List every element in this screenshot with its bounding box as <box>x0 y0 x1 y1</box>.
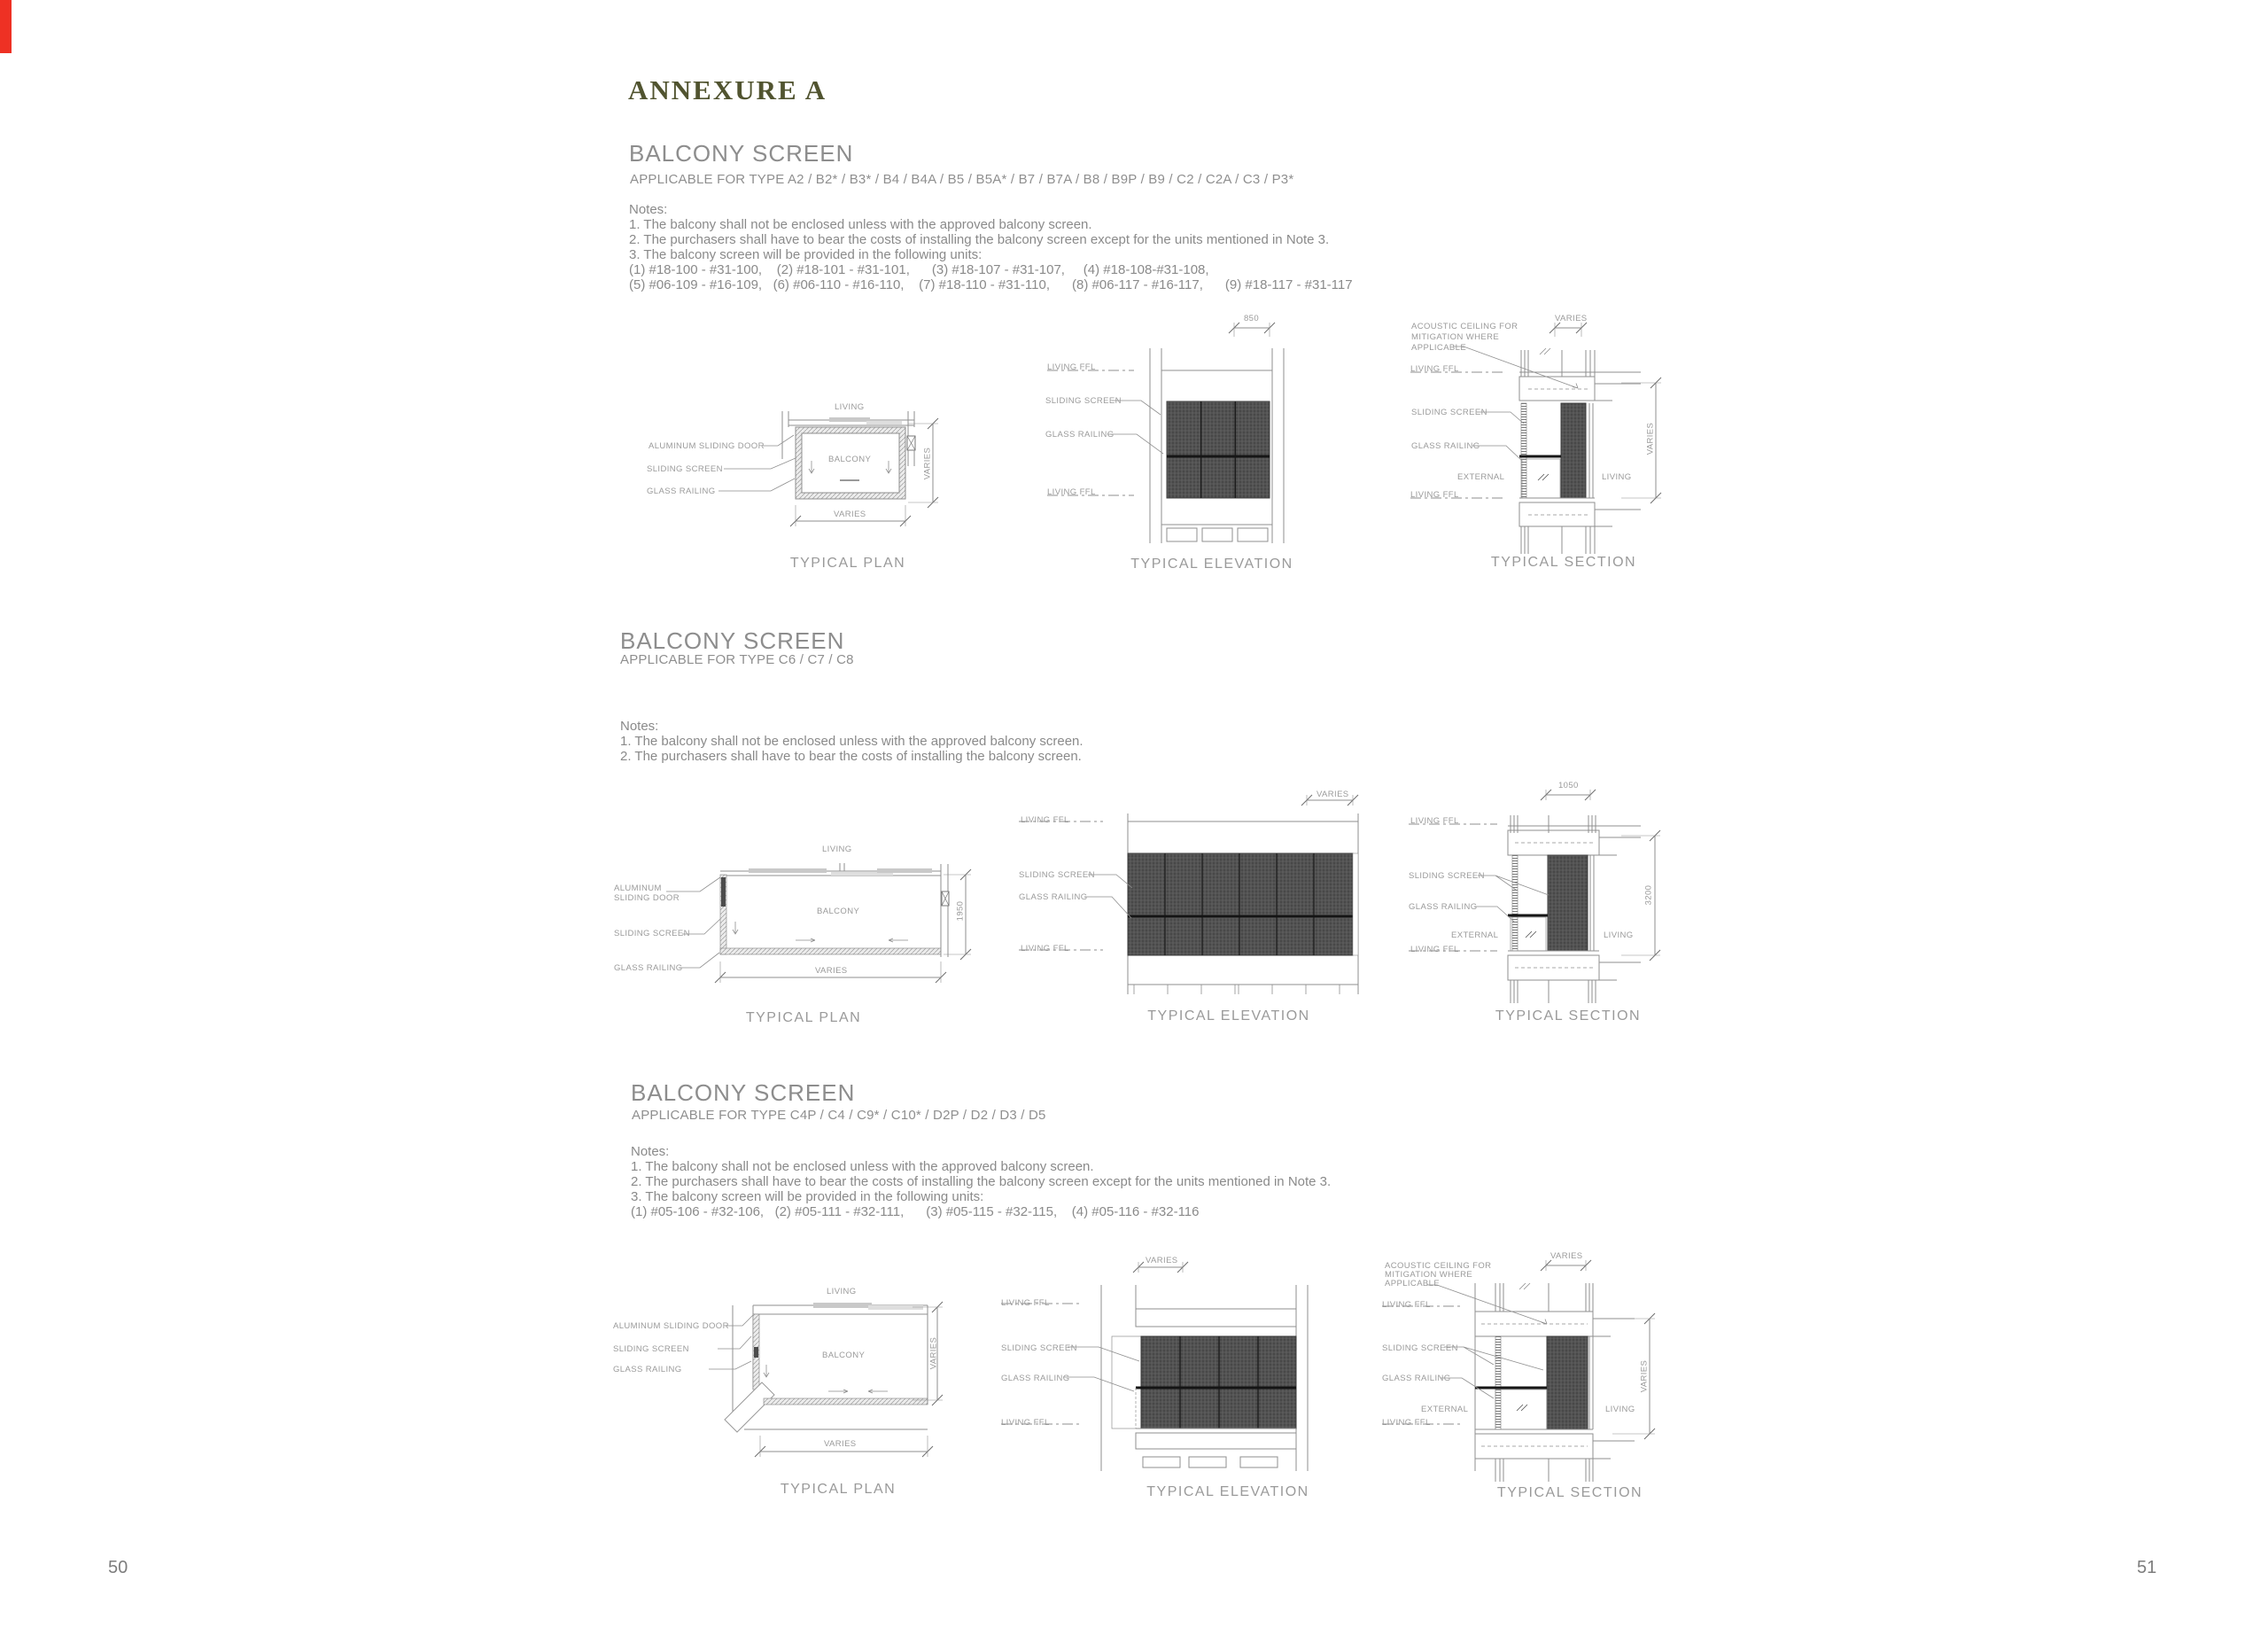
sliding-screen-label: SLIDING SCREEN <box>1019 870 1095 880</box>
varies-dim: VARIES <box>1550 1251 1583 1261</box>
note-line: 1. The balcony shall not be enclosed unless with the approved balcony screen. <box>631 1159 1094 1174</box>
note-line: 2. The purchasers shall have to bear the costs of installing the balcony screen except for the units mentioned in Note 3. <box>629 232 1330 247</box>
typical-plan-drawing-2 <box>611 833 992 1055</box>
living-ffl-label: LIVING FFL <box>1410 816 1459 826</box>
plan-caption: TYPICAL PLAN <box>789 556 906 571</box>
section2-applicable: APPLICABLE FOR TYPE C6 / C7 / C8 <box>620 652 854 667</box>
section3-heading: BALCONY SCREEN <box>631 1079 856 1106</box>
section2-heading: BALCONY SCREEN <box>620 627 845 654</box>
typical-section-drawing-2 <box>1409 780 1790 1055</box>
varies-dim: VARIES <box>922 447 933 480</box>
dim-3200: 3200 <box>1643 884 1654 906</box>
section-caption: TYPICAL SECTION <box>1495 1008 1642 1024</box>
varies-dim: VARIES <box>1639 1359 1650 1393</box>
typical-elevation-drawing-1 <box>1045 301 1400 594</box>
note-line: (1) #18-100 - #31-100, (2) #18-101 - #31-101, (3) #18-107 - #31-107, (4) #18-108-#31-108, <box>629 262 1209 277</box>
elevation1-linework <box>1045 301 1400 594</box>
note-line: 1. The balcony shall not be enclosed unless with the approved balcony screen. <box>620 734 1084 749</box>
elevation-caption: TYPICAL ELEVATION <box>1146 1484 1309 1499</box>
aluminum-sliding-door-label: ALUMINUM <box>614 884 662 893</box>
section-caption: TYPICAL SECTION <box>1496 1485 1643 1500</box>
acoustic-ceiling-label: ACOUSTIC CEILING FOR <box>1385 1261 1492 1271</box>
glass-railing-label: GLASS RAILING <box>1382 1374 1451 1383</box>
sliding-screen-label: SLIDING SCREEN <box>647 464 723 474</box>
balcony-label: BALCONY <box>828 455 872 464</box>
section3-notes <box>631 1144 1331 1219</box>
varies-dim: VARIES <box>1146 1256 1178 1265</box>
page-edge-red-mark <box>0 0 12 53</box>
glass-railing-label: GLASS RAILING <box>614 963 683 973</box>
living-ffl-label: LIVING FFL <box>1021 815 1069 825</box>
acoustic-ceiling-label: APPLICABLE <box>1385 1279 1441 1288</box>
varies-dim: VARIES <box>928 1336 939 1370</box>
balcony-label: BALCONY <box>822 1351 866 1360</box>
glass-railing-label: GLASS RAILING <box>1409 902 1478 912</box>
varies-dim: VARIES <box>1317 790 1349 799</box>
varies-dim: VARIES <box>815 966 848 976</box>
elevation-caption: TYPICAL ELEVATION <box>1130 557 1293 572</box>
notes-title: Notes: <box>629 202 668 217</box>
aluminum-sliding-door-label: SLIDING DOOR <box>614 893 680 903</box>
note-line: (5) #06-109 - #16-109, (6) #06-110 - #16-110, (7) #18-110 - #31-110, (8) #06-117 - #16-117, (9) #18-117 - #31-117 <box>629 277 1353 292</box>
sliding-screen-label: SLIDING SCREEN <box>1411 408 1487 417</box>
living-ffl-label: LIVING FFL <box>1047 487 1096 497</box>
section-caption: TYPICAL SECTION <box>1490 555 1637 570</box>
dim-850: 850 <box>1244 314 1260 323</box>
acoustic-ceiling-label: APPLICABLE <box>1411 343 1467 353</box>
living-ffl-label: LIVING FFL <box>1001 1298 1050 1308</box>
living-ffl-label: LIVING FFL <box>1047 362 1096 372</box>
section2-notes <box>620 719 1084 764</box>
external-label: EXTERNAL <box>1421 1405 1469 1414</box>
typical-section-drawing-3 <box>1382 1251 1781 1533</box>
plan-caption: TYPICAL PLAN <box>745 1010 862 1025</box>
note-line: 2. The purchasers shall have to bear the costs of installing the balcony screen except for the units mentioned in Note 3. <box>631 1174 1332 1189</box>
glass-railing-label: GLASS RAILING <box>1001 1374 1070 1383</box>
dim-1950: 1950 <box>955 900 966 922</box>
glass-railing-label: GLASS RAILING <box>1019 892 1088 902</box>
glass-railing-label: GLASS RAILING <box>613 1365 682 1374</box>
balcony-label: BALCONY <box>817 907 860 916</box>
note-line: 3. The balcony screen will be provided in the following units: <box>631 1189 984 1204</box>
elevation-caption: TYPICAL ELEVATION <box>1147 1008 1310 1024</box>
varies-dim: VARIES <box>1645 422 1656 455</box>
typical-plan-drawing-3 <box>611 1285 992 1524</box>
acoustic-ceiling-label: MITIGATION WHERE <box>1385 1270 1473 1280</box>
varies-dim: VARIES <box>824 1439 857 1449</box>
typical-plan-drawing-1 <box>638 381 1010 594</box>
glass-railing-label: GLASS RAILING <box>1045 430 1115 440</box>
note-line: 2. The purchasers shall have to bear the costs of installing the balcony screen. <box>620 749 1082 764</box>
external-label: EXTERNAL <box>1457 472 1505 482</box>
page-number-right: 51 <box>2137 1558 2157 1577</box>
sliding-screen-label: SLIDING SCREEN <box>614 929 690 938</box>
dim-1050: 1050 <box>1558 781 1579 790</box>
living-ffl-label: LIVING FFL <box>1001 1418 1050 1428</box>
note-line: (1) #05-106 - #32-106, (2) #05-111 - #32-111, (3) #05-115 - #32-115, (4) #05-116 - #32-116 <box>631 1204 1200 1219</box>
acoustic-ceiling-label: ACOUSTIC CEILING FOR <box>1411 322 1518 331</box>
living-ffl-label: LIVING FFL <box>1382 1300 1431 1310</box>
sliding-screen-label: SLIDING SCREEN <box>613 1344 689 1354</box>
notes-title: Notes: <box>620 719 659 734</box>
sliding-screen-label: SLIDING SCREEN <box>1382 1343 1458 1353</box>
page-title: ANNEXURE A <box>628 74 827 105</box>
sliding-screen-label: SLIDING SCREEN <box>1045 396 1122 406</box>
notes-title: Notes: <box>631 1144 670 1159</box>
typical-section-drawing-1 <box>1409 301 1781 594</box>
living-label: LIVING <box>835 402 865 412</box>
living-label: LIVING <box>827 1287 857 1296</box>
glass-railing-label: GLASS RAILING <box>647 487 716 496</box>
acoustic-ceiling-label: MITIGATION WHERE <box>1411 332 1500 342</box>
glass-railing-label: GLASS RAILING <box>1411 441 1480 451</box>
varies-dim: VARIES <box>834 510 866 519</box>
living-label: LIVING <box>1604 930 1634 940</box>
varies-dim: VARIES <box>1555 314 1588 323</box>
living-ffl-label: LIVING FFL <box>1410 490 1459 500</box>
section1-heading: BALCONY SCREEN <box>629 140 854 167</box>
aluminum-sliding-door-label: ALUMINUM SLIDING DOOR <box>613 1321 729 1331</box>
section1-notes <box>629 202 1353 292</box>
aluminum-sliding-door-label: ALUMINUM SLIDING DOOR <box>649 441 765 451</box>
typical-elevation-drawing-2 <box>1019 789 1400 1059</box>
section1-applicable: APPLICABLE FOR TYPE A2 / B2* / B3* / B4 / B4A / B5 / B5A* / B7 / B7A / B8 / B9P / B9 / C2 / C2A / C3 / P3* <box>630 172 1294 187</box>
section3-applicable: APPLICABLE FOR TYPE C4P / C4 / C9* / C10* / D2P / D2 / D3 / D5 <box>632 1108 1046 1123</box>
living-ffl-label: LIVING FFL <box>1021 944 1069 954</box>
living-ffl-label: LIVING FFL <box>1382 1418 1431 1428</box>
note-line: 3. The balcony screen will be provided in the following units: <box>629 247 983 262</box>
typical-elevation-drawing-3 <box>1001 1258 1391 1524</box>
living-label: LIVING <box>1605 1405 1635 1414</box>
page-number-left: 50 <box>108 1558 128 1577</box>
living-ffl-label: LIVING FFL <box>1410 945 1459 954</box>
living-label: LIVING <box>1602 472 1632 482</box>
plan-caption: TYPICAL PLAN <box>780 1482 897 1497</box>
living-ffl-label: LIVING FFL <box>1410 364 1459 374</box>
sliding-screen-label: SLIDING SCREEN <box>1001 1343 1077 1353</box>
external-label: EXTERNAL <box>1451 930 1499 940</box>
living-label: LIVING <box>822 845 852 854</box>
note-line: 1. The balcony shall not be enclosed unless with the approved balcony screen. <box>629 217 1092 232</box>
sliding-screen-label: SLIDING SCREEN <box>1409 871 1485 881</box>
